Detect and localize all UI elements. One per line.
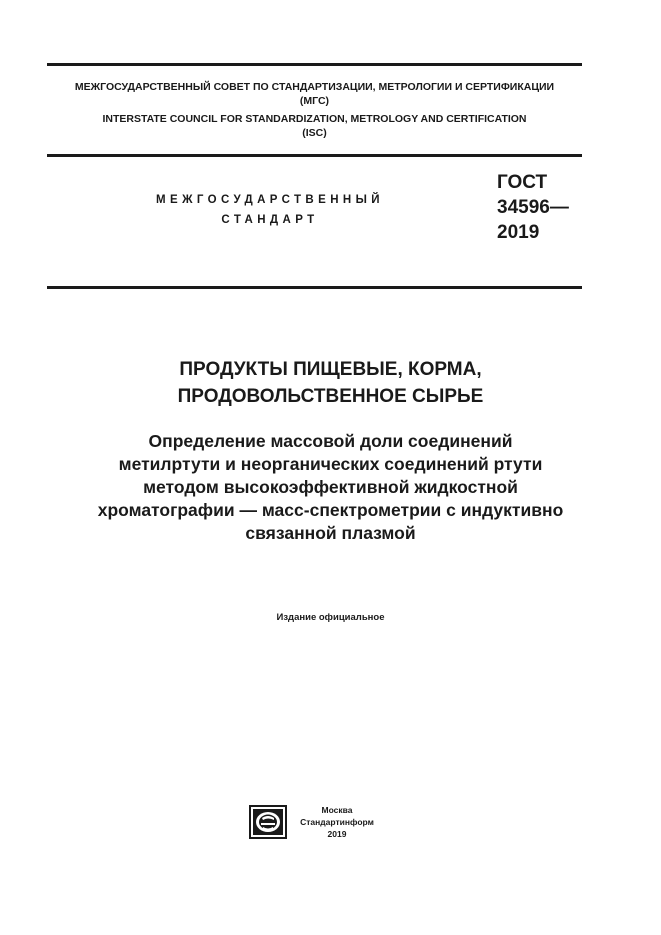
- bottom-divider: [47, 286, 582, 289]
- middle-divider: [47, 154, 582, 157]
- council-en-line1: INTERSTATE COUNCIL FOR STANDARDIZATION, METROLOGY AND CERTIFICATION: [102, 113, 527, 125]
- gost-prefix: ГОСТ: [497, 172, 548, 193]
- council-ru-line1: МЕЖГОСУДАРСТВЕННЫЙ СОВЕТ ПО СТАНДАРТИЗАЦИИ, МЕТРОЛОГИИ И СЕРТИФИКАЦИИ: [74, 81, 555, 93]
- publisher-year: 2019: [327, 829, 347, 839]
- gost-number: 34596—: [497, 197, 569, 218]
- standard-type-line2: СТАНДАРТ: [221, 214, 319, 226]
- edition-label: Издание официальное: [276, 612, 385, 623]
- publisher-city: Москва: [321, 805, 353, 815]
- document-title: [47, 356, 614, 410]
- title-line2: ПРОДОВОЛЬСТВЕННОЕ СЫРЬЕ: [177, 386, 484, 407]
- subtitle-line2: метилртути и неорганических соединений ртути: [118, 454, 543, 474]
- top-divider: [47, 63, 582, 66]
- title-line1: ПРОДУКТЫ ПИЩЕВЫЕ, КОРМА,: [179, 359, 482, 380]
- standartinform-logo-icon: [249, 805, 287, 839]
- subtitle-line1: Определение массовой доли соединений: [148, 431, 513, 451]
- council-ru-abbr: (МГС): [299, 95, 330, 107]
- publisher-name: Стандартинформ: [300, 817, 374, 827]
- publisher-block: [292, 804, 382, 840]
- gost-designation: [497, 170, 569, 245]
- subtitle-line5: связанной плазмой: [245, 523, 416, 543]
- subtitle-line4: хроматографии — масс-спектрометрии с индуктивно: [97, 500, 564, 520]
- gost-year: 2019: [497, 222, 540, 243]
- council-en-abbr: (ISC): [302, 127, 327, 139]
- standard-type-line1: МЕЖГОСУДАРСТВЕННЫЙ: [156, 194, 384, 206]
- council-name-ru: [47, 80, 582, 108]
- subtitle-line3: методом высокоэффективной жидкостной: [143, 477, 518, 497]
- standard-type: [130, 190, 410, 230]
- council-name-en: [47, 112, 582, 140]
- document-subtitle: [47, 430, 614, 545]
